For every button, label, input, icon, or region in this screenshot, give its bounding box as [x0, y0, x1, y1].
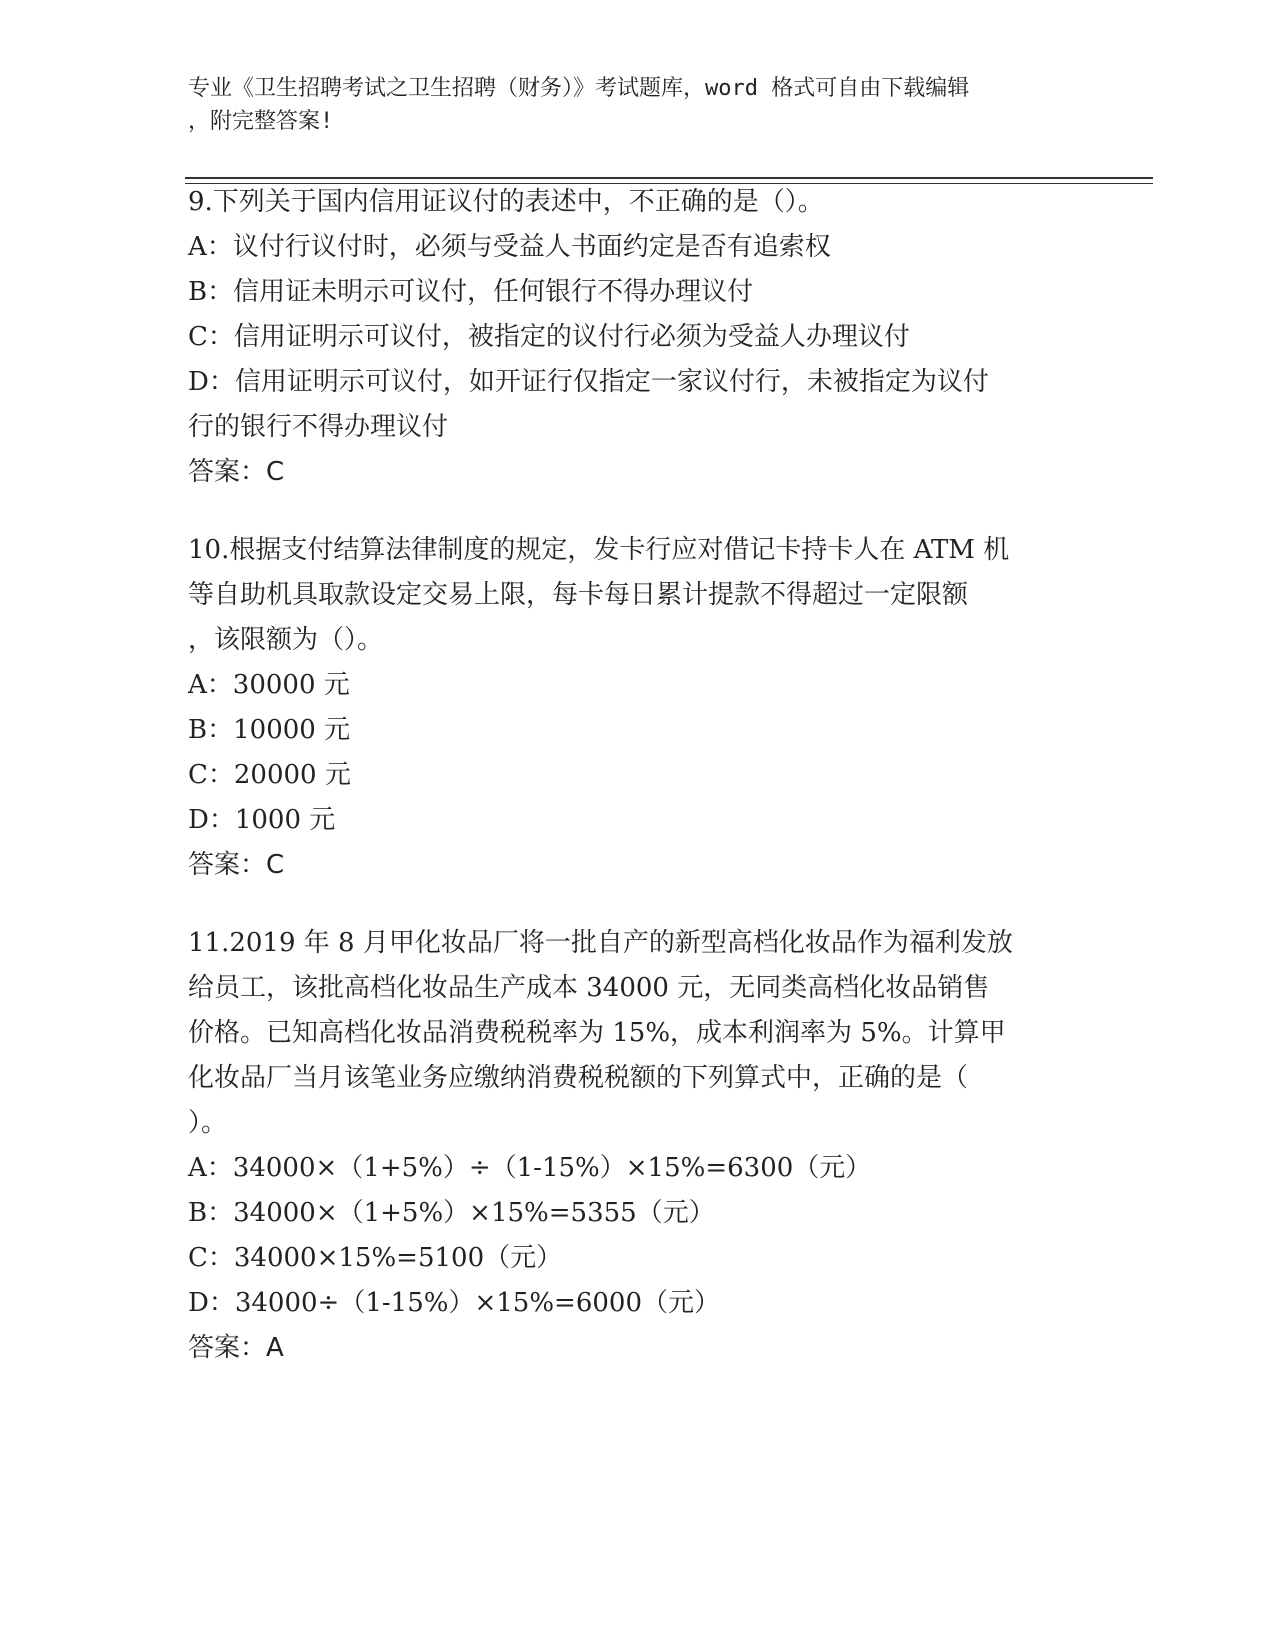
answer: 答案：C: [188, 457, 285, 487]
option-a: A：议付行议付时，必须与受益人书面约定是否有追索权: [188, 232, 831, 262]
option-b: B：信用证未明示可议付，任何银行不得办理议付: [188, 277, 754, 307]
question-stem: ，该限额为（）。: [188, 625, 384, 655]
question-11: [188, 921, 1088, 1371]
header-line: 专业《卫生招聘考试之卫生招聘（财务）》考试题库，word 格式可自由下载编辑: [188, 76, 970, 101]
option-d-continued: 行的银行不得办理议付: [188, 412, 449, 442]
question-stem: 11.2019 年 8 月甲化妆品厂将一批自产的新型高档化妆品作为福利发放: [188, 928, 1013, 958]
question-stem: 给员工，该批高档化妆品生产成本 34000 元，无同类高档化妆品销售: [188, 973, 990, 1003]
answer: 答案：A: [188, 1333, 284, 1363]
option-b: B：34000×（1+5%）×15%=5355（元）: [188, 1198, 715, 1228]
header-divider: [185, 177, 1153, 179]
question-stem: 等自助机具取款设定交易上限，每卡每日累计提款不得超过一定限额: [188, 580, 969, 610]
option-d: D：34000÷（1-15%）×15%=6000（元）: [188, 1288, 720, 1318]
question-10: [188, 528, 1088, 888]
header-line: ，附完整答案!: [188, 109, 334, 134]
document-header: [188, 72, 1068, 138]
question-stem: 价格。已知高档化妆品消费税税率为 15%，成本利润率为 5%。计算甲: [188, 1018, 1006, 1048]
option-b: B：10000 元: [188, 715, 351, 745]
option-d: D：1000 元: [188, 805, 336, 835]
answer: 答案：C: [188, 850, 285, 880]
option-a: A：34000×（1+5%）÷（1-15%）×15%=6300（元）: [188, 1153, 872, 1183]
option-c: C：34000×15%=5100（元）: [188, 1243, 563, 1273]
question-stem: ）。: [188, 1108, 228, 1138]
question-stem: 化妆品厂当月该笔业务应缴纳消费税税额的下列算式中，正确的是（: [188, 1063, 969, 1093]
question-9: [188, 180, 1088, 495]
option-d: D：信用证明示可议付，如开证行仅指定一家议付行，未被指定为议付: [188, 367, 989, 397]
question-stem: 9.下列关于国内信用证议付的表述中，不正确的是（）。: [188, 187, 824, 217]
option-c: C：20000 元: [188, 760, 351, 790]
question-stem: 10.根据支付结算法律制度的规定，发卡行应对借记卡持卡人在 ATM 机: [188, 535, 1010, 565]
option-a: A：30000 元: [188, 670, 350, 700]
option-c: C：信用证明示可议付，被指定的议付行必须为受益人办理议付: [188, 322, 910, 352]
